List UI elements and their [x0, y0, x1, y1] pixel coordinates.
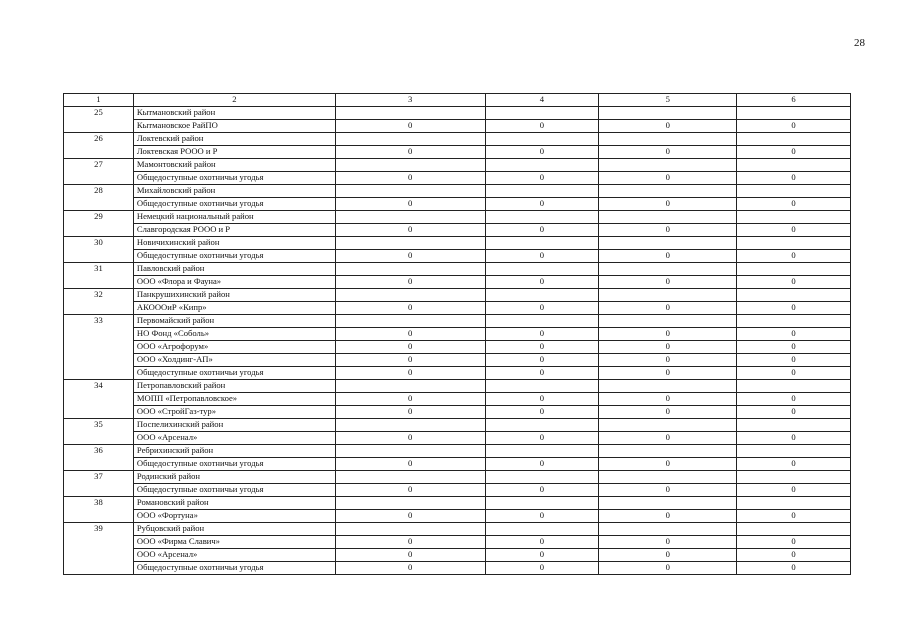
row-number: 33 [64, 315, 134, 380]
value-cell: 0 [335, 354, 485, 367]
district-name: Локтевский район [133, 133, 335, 146]
empty-cell [485, 185, 599, 198]
empty-cell [737, 419, 851, 432]
empty-cell [335, 263, 485, 276]
table-row [64, 250, 851, 263]
empty-cell [599, 471, 737, 484]
value-cell: 0 [599, 562, 737, 575]
district-name: Петропавловский район [133, 380, 335, 393]
district-name: Ребрихинский район [133, 445, 335, 458]
table-row [64, 172, 851, 185]
empty-cell [599, 263, 737, 276]
value-cell: 0 [599, 393, 737, 406]
district-name: Панкрушихинский район [133, 289, 335, 302]
organization-name: ООО «Флора и Фауна» [133, 276, 335, 289]
value-cell: 0 [737, 432, 851, 445]
value-cell: 0 [335, 146, 485, 159]
value-cell: 0 [599, 549, 737, 562]
value-cell: 0 [485, 354, 599, 367]
value-cell: 0 [485, 224, 599, 237]
empty-cell [737, 107, 851, 120]
value-cell: 0 [737, 562, 851, 575]
value-cell: 0 [335, 120, 485, 133]
empty-cell [485, 159, 599, 172]
table-row [64, 406, 851, 419]
empty-cell [737, 445, 851, 458]
empty-cell [737, 133, 851, 146]
value-cell: 0 [485, 458, 599, 471]
row-number: 35 [64, 419, 134, 445]
empty-cell [335, 133, 485, 146]
district-name: Поспелихинский район [133, 419, 335, 432]
organization-name: ООО «Холдинг-АП» [133, 354, 335, 367]
value-cell: 0 [737, 354, 851, 367]
empty-cell [599, 380, 737, 393]
district-name: Новичихинский район [133, 237, 335, 250]
value-cell: 0 [335, 432, 485, 445]
value-cell: 0 [335, 536, 485, 549]
empty-cell [485, 445, 599, 458]
empty-cell [737, 237, 851, 250]
district-row [64, 185, 851, 198]
organization-name: Общедоступные охотничьи угодья [133, 562, 335, 575]
empty-cell [737, 289, 851, 302]
value-cell: 0 [599, 172, 737, 185]
value-cell: 0 [485, 302, 599, 315]
organization-name: Общедоступные охотничьи угодья [133, 484, 335, 497]
row-number: 29 [64, 211, 134, 237]
value-cell: 0 [335, 562, 485, 575]
value-cell: 0 [335, 510, 485, 523]
district-row [64, 133, 851, 146]
table-row [64, 120, 851, 133]
value-cell: 0 [335, 406, 485, 419]
value-cell: 0 [599, 198, 737, 211]
organization-name: Общедоступные охотничьи угодья [133, 250, 335, 263]
value-cell: 0 [737, 302, 851, 315]
value-cell: 0 [485, 510, 599, 523]
value-cell: 0 [335, 393, 485, 406]
organization-name: Кытмановское РайПО [133, 120, 335, 133]
district-name: Рубцовский район [133, 523, 335, 536]
empty-cell [737, 185, 851, 198]
value-cell: 0 [485, 432, 599, 445]
value-cell: 0 [335, 224, 485, 237]
empty-cell [335, 445, 485, 458]
district-name: Немецкий национальный район [133, 211, 335, 224]
value-cell: 0 [485, 562, 599, 575]
empty-cell [599, 289, 737, 302]
value-cell: 0 [737, 393, 851, 406]
district-row [64, 523, 851, 536]
value-cell: 0 [737, 198, 851, 211]
table-row [64, 276, 851, 289]
organization-name: ООО «Фортуна» [133, 510, 335, 523]
table-row [64, 484, 851, 497]
empty-cell [485, 497, 599, 510]
value-cell: 0 [599, 302, 737, 315]
organization-name: НО Фонд «Соболь» [133, 328, 335, 341]
column-header: 2 [133, 94, 335, 107]
empty-cell [485, 263, 599, 276]
district-name: Родинский район [133, 471, 335, 484]
district-row [64, 497, 851, 510]
empty-cell [737, 211, 851, 224]
empty-cell [599, 497, 737, 510]
row-number: 39 [64, 523, 134, 575]
hunting-grounds-table [63, 93, 851, 575]
empty-cell [485, 289, 599, 302]
empty-cell [737, 315, 851, 328]
empty-cell [335, 211, 485, 224]
value-cell: 0 [335, 549, 485, 562]
column-header: 6 [737, 94, 851, 107]
value-cell: 0 [485, 120, 599, 133]
value-cell: 0 [737, 341, 851, 354]
organization-name: Локтевская РООО и Р [133, 146, 335, 159]
empty-cell [335, 237, 485, 250]
organization-name: ООО «Арсенал» [133, 432, 335, 445]
value-cell: 0 [737, 120, 851, 133]
table-row [64, 458, 851, 471]
value-cell: 0 [599, 328, 737, 341]
table-row [64, 224, 851, 237]
value-cell: 0 [599, 146, 737, 159]
value-cell: 0 [335, 367, 485, 380]
empty-cell [335, 107, 485, 120]
row-number: 25 [64, 107, 134, 133]
value-cell: 0 [335, 484, 485, 497]
table-row [64, 562, 851, 575]
district-row [64, 289, 851, 302]
value-cell: 0 [737, 328, 851, 341]
empty-cell [599, 133, 737, 146]
value-cell: 0 [737, 406, 851, 419]
table-row [64, 393, 851, 406]
table-row [64, 549, 851, 562]
value-cell: 0 [599, 458, 737, 471]
table-header-row [64, 94, 851, 107]
value-cell: 0 [335, 198, 485, 211]
value-cell: 0 [599, 484, 737, 497]
empty-cell [737, 497, 851, 510]
row-number: 34 [64, 380, 134, 419]
value-cell: 0 [737, 172, 851, 185]
empty-cell [485, 133, 599, 146]
column-header: 5 [599, 94, 737, 107]
value-cell: 0 [485, 250, 599, 263]
district-row [64, 159, 851, 172]
value-cell: 0 [599, 250, 737, 263]
empty-cell [737, 263, 851, 276]
row-number: 26 [64, 133, 134, 159]
value-cell: 0 [737, 367, 851, 380]
district-name: Романовский район [133, 497, 335, 510]
organization-name: Славгородская РООО и Р [133, 224, 335, 237]
district-row [64, 315, 851, 328]
table-row [64, 198, 851, 211]
empty-cell [485, 471, 599, 484]
organization-name: ООО «Агрофорум» [133, 341, 335, 354]
district-name: Первомайский район [133, 315, 335, 328]
value-cell: 0 [485, 536, 599, 549]
empty-cell [599, 159, 737, 172]
value-cell: 0 [737, 458, 851, 471]
organization-name: Общедоступные охотничьи угодья [133, 458, 335, 471]
row-number: 32 [64, 289, 134, 315]
value-cell: 0 [737, 224, 851, 237]
empty-cell [485, 419, 599, 432]
table-row [64, 510, 851, 523]
value-cell: 0 [599, 341, 737, 354]
value-cell: 0 [737, 146, 851, 159]
district-row [64, 211, 851, 224]
value-cell: 0 [599, 367, 737, 380]
table-row [64, 328, 851, 341]
organization-name: Общедоступные охотничьи угодья [133, 367, 335, 380]
value-cell: 0 [485, 172, 599, 185]
value-cell: 0 [485, 198, 599, 211]
value-cell: 0 [335, 302, 485, 315]
table-row [64, 146, 851, 159]
empty-cell [335, 380, 485, 393]
row-number: 28 [64, 185, 134, 211]
organization-name: ООО «СтройГаз-тур» [133, 406, 335, 419]
district-name: Мамонтовский район [133, 159, 335, 172]
value-cell: 0 [485, 146, 599, 159]
value-cell: 0 [737, 484, 851, 497]
empty-cell [737, 380, 851, 393]
empty-cell [599, 211, 737, 224]
table-row [64, 302, 851, 315]
value-cell: 0 [485, 276, 599, 289]
empty-cell [485, 315, 599, 328]
row-number: 37 [64, 471, 134, 497]
empty-cell [599, 107, 737, 120]
empty-cell [737, 523, 851, 536]
empty-cell [335, 471, 485, 484]
empty-cell [335, 497, 485, 510]
district-row [64, 471, 851, 484]
column-header: 4 [485, 94, 599, 107]
column-header: 1 [64, 94, 134, 107]
district-row [64, 380, 851, 393]
empty-cell [485, 523, 599, 536]
organization-name: Общедоступные охотничьи угодья [133, 172, 335, 185]
empty-cell [335, 419, 485, 432]
value-cell: 0 [599, 510, 737, 523]
district-row [64, 107, 851, 120]
district-row [64, 445, 851, 458]
empty-cell [737, 159, 851, 172]
table-row [64, 341, 851, 354]
value-cell: 0 [599, 432, 737, 445]
table-row [64, 432, 851, 445]
empty-cell [335, 315, 485, 328]
table-row [64, 536, 851, 549]
organization-name: ООО «Арсенал» [133, 549, 335, 562]
empty-cell [485, 237, 599, 250]
row-number: 36 [64, 445, 134, 471]
value-cell: 0 [335, 458, 485, 471]
value-cell: 0 [737, 510, 851, 523]
value-cell: 0 [599, 354, 737, 367]
empty-cell [599, 185, 737, 198]
value-cell: 0 [599, 224, 737, 237]
row-number: 31 [64, 263, 134, 289]
value-cell: 0 [485, 406, 599, 419]
value-cell: 0 [599, 536, 737, 549]
value-cell: 0 [485, 328, 599, 341]
organization-name: ООО «Фирма Славич» [133, 536, 335, 549]
row-number: 27 [64, 159, 134, 185]
district-name: Михайловский район [133, 185, 335, 198]
value-cell: 0 [485, 549, 599, 562]
value-cell: 0 [737, 536, 851, 549]
empty-cell [335, 159, 485, 172]
value-cell: 0 [737, 549, 851, 562]
empty-cell [599, 315, 737, 328]
table-row [64, 354, 851, 367]
value-cell: 0 [599, 406, 737, 419]
empty-cell [599, 523, 737, 536]
district-name: Павловский район [133, 263, 335, 276]
value-cell: 0 [485, 341, 599, 354]
empty-cell [335, 185, 485, 198]
value-cell: 0 [335, 276, 485, 289]
organization-name: Общедоступные охотничьи угодья [133, 198, 335, 211]
district-row [64, 263, 851, 276]
empty-cell [335, 523, 485, 536]
district-row [64, 419, 851, 432]
empty-cell [485, 211, 599, 224]
organization-name: МОПП «Петропавловское» [133, 393, 335, 406]
value-cell: 0 [737, 250, 851, 263]
district-name: Кытмановский район [133, 107, 335, 120]
empty-cell [599, 419, 737, 432]
organization-name: АКОООиР «Кипр» [133, 302, 335, 315]
value-cell: 0 [737, 276, 851, 289]
table-body [64, 107, 851, 575]
row-number: 38 [64, 497, 134, 523]
page-number: 28 [854, 37, 865, 49]
value-cell: 0 [599, 120, 737, 133]
value-cell: 0 [335, 250, 485, 263]
district-row [64, 237, 851, 250]
value-cell: 0 [335, 172, 485, 185]
row-number: 30 [64, 237, 134, 263]
empty-cell [485, 107, 599, 120]
value-cell: 0 [485, 484, 599, 497]
value-cell: 0 [335, 328, 485, 341]
value-cell: 0 [599, 276, 737, 289]
value-cell: 0 [335, 341, 485, 354]
empty-cell [485, 380, 599, 393]
empty-cell [599, 237, 737, 250]
value-cell: 0 [485, 367, 599, 380]
empty-cell [335, 289, 485, 302]
table-row [64, 367, 851, 380]
column-header: 3 [335, 94, 485, 107]
value-cell: 0 [485, 393, 599, 406]
empty-cell [599, 445, 737, 458]
empty-cell [737, 471, 851, 484]
